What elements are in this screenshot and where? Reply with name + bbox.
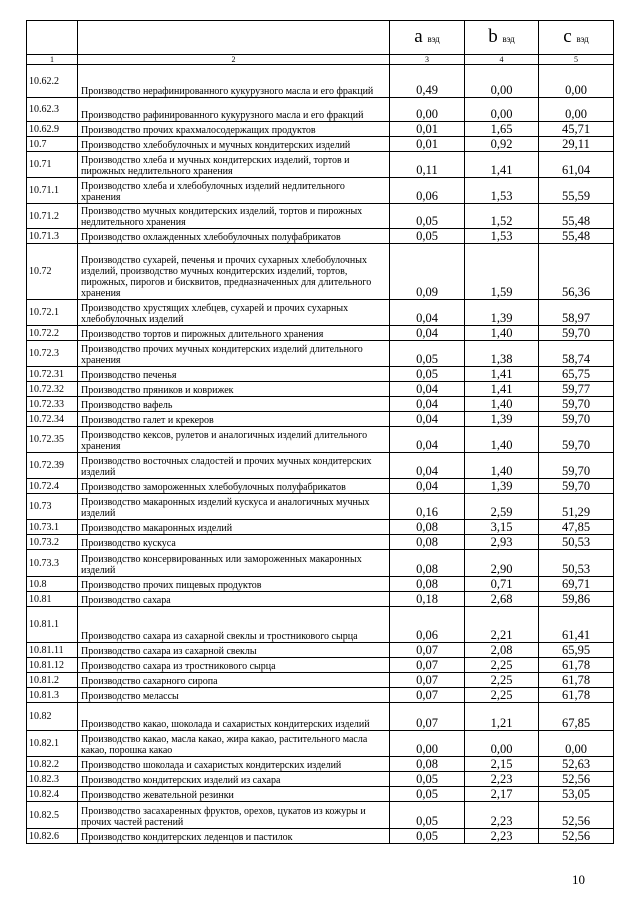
row-value-b: 1,40	[465, 453, 539, 479]
row-name: Производство пряников и коврижек	[78, 382, 390, 397]
row-name: Производство шоколада и сахаристых кондитерских изделий	[78, 757, 390, 772]
row-name: Производство макаронных изделий кускуса и аналогичных мучных изделий	[78, 494, 390, 520]
row-value-b: 2,25	[465, 658, 539, 673]
row-code: 10.82.6	[27, 829, 78, 844]
table-row	[27, 520, 614, 535]
row-value-b: 2,23	[465, 772, 539, 787]
row-value-c: 59,70	[539, 412, 614, 427]
column-number-row	[27, 55, 614, 65]
row-value-b: 0,00	[465, 65, 539, 98]
table-row	[27, 688, 614, 703]
row-value-b: 1,52	[465, 204, 539, 229]
row-value-c: 0,00	[539, 98, 614, 122]
row-value-c: 55,48	[539, 229, 614, 244]
row-value-c: 55,48	[539, 204, 614, 229]
row-value-c: 59,70	[539, 326, 614, 341]
row-value-a: 0,07	[390, 688, 465, 703]
row-value-b: 0,92	[465, 137, 539, 152]
row-name: Производство прочих мучных кондитерских изделий длительного хранения	[78, 341, 390, 367]
row-value-a: 0,04	[390, 453, 465, 479]
row-value-a: 0,05	[390, 229, 465, 244]
row-value-b: 2,25	[465, 673, 539, 688]
header-c-subscript: вэд	[576, 33, 589, 44]
row-value-c: 69,71	[539, 577, 614, 592]
table-row	[27, 607, 614, 643]
row-value-c: 0,00	[539, 731, 614, 757]
table-row	[27, 829, 614, 844]
row-code: 10.71.1	[27, 178, 78, 204]
row-value-c: 50,53	[539, 550, 614, 577]
header-a-subscript: вэд	[427, 33, 440, 44]
row-value-c: 47,85	[539, 520, 614, 535]
row-value-a: 0,07	[390, 673, 465, 688]
row-name: Производство кексов, рулетов и аналогичных изделий длительного хранения	[78, 427, 390, 453]
row-value-b: 1,39	[465, 479, 539, 494]
table-row	[27, 341, 614, 367]
row-code: 10.82.3	[27, 772, 78, 787]
table-row	[27, 802, 614, 829]
row-code: 10.7	[27, 137, 78, 152]
row-value-b: 1,41	[465, 367, 539, 382]
row-name: Производство кускуса	[78, 535, 390, 550]
row-value-a: 0,04	[390, 397, 465, 412]
row-code: 10.72.4	[27, 479, 78, 494]
row-value-c: 61,41	[539, 607, 614, 643]
row-value-a: 0,06	[390, 178, 465, 204]
table-row	[27, 658, 614, 673]
row-code: 10.73.3	[27, 550, 78, 577]
row-code: 10.8	[27, 577, 78, 592]
row-code: 10.62.9	[27, 122, 78, 137]
row-name: Производство сухарей, печенья и прочих сухарных хлебобулочных изделий, производство мучных кондитерских изделий, тортов, пирожных, пирогов и бисквитов, предназначенных для длительного хранения	[78, 244, 390, 300]
header-c-cell	[539, 21, 614, 55]
header-b-cell	[465, 21, 539, 55]
row-value-b: 0,71	[465, 577, 539, 592]
row-value-b: 2,15	[465, 757, 539, 772]
row-value-a: 0,04	[390, 382, 465, 397]
table-row	[27, 137, 614, 152]
table-row	[27, 757, 614, 772]
table-row	[27, 550, 614, 577]
row-value-c: 50,53	[539, 535, 614, 550]
page-number: 10	[572, 872, 585, 887]
row-value-a: 0,05	[390, 341, 465, 367]
row-value-c: 59,86	[539, 592, 614, 607]
row-code: 10.72.33	[27, 397, 78, 412]
row-code: 10.62.2	[27, 65, 78, 98]
row-value-a: 0,08	[390, 577, 465, 592]
row-value-c: 29,11	[539, 137, 614, 152]
row-name: Производство консервированных или замороженных макаронных изделий	[78, 550, 390, 577]
row-value-c: 67,85	[539, 703, 614, 731]
row-value-b: 2,25	[465, 688, 539, 703]
row-value-c: 51,29	[539, 494, 614, 520]
row-value-b: 1,53	[465, 178, 539, 204]
row-value-a: 0,05	[390, 772, 465, 787]
row-value-a: 0,08	[390, 550, 465, 577]
row-value-a: 0,07	[390, 643, 465, 658]
row-name: Производство мелассы	[78, 688, 390, 703]
row-value-a: 0,16	[390, 494, 465, 520]
row-value-a: 0,01	[390, 137, 465, 152]
table-row	[27, 787, 614, 802]
row-code: 10.72.3	[27, 341, 78, 367]
row-code: 10.72.31	[27, 367, 78, 382]
row-value-a: 0,04	[390, 412, 465, 427]
table-row	[27, 673, 614, 688]
table-row	[27, 300, 614, 326]
table-row	[27, 479, 614, 494]
row-value-b: 0,00	[465, 731, 539, 757]
row-value-b: 2,23	[465, 802, 539, 829]
header-b-letter: b	[488, 25, 498, 47]
row-value-a: 0,05	[390, 787, 465, 802]
row-name: Производство вафель	[78, 397, 390, 412]
row-name: Производство сахара из сахарной свеклы	[78, 643, 390, 658]
row-name: Производство хрустящих хлебцев, сухарей и прочих сухарных хлебобулочных изделий	[78, 300, 390, 326]
column-number: 4	[465, 55, 539, 65]
table-row	[27, 535, 614, 550]
row-value-c: 52,63	[539, 757, 614, 772]
row-value-b: 1,38	[465, 341, 539, 367]
row-value-b: 1,39	[465, 412, 539, 427]
row-value-a: 0,04	[390, 427, 465, 453]
row-code: 10.72.32	[27, 382, 78, 397]
row-value-c: 65,95	[539, 643, 614, 658]
row-name: Производство галет и крекеров	[78, 412, 390, 427]
table-row	[27, 427, 614, 453]
header-c-letter: c	[563, 25, 572, 47]
row-value-a: 0,08	[390, 535, 465, 550]
row-name: Производство макаронных изделий	[78, 520, 390, 535]
row-value-a: 0,05	[390, 802, 465, 829]
row-name: Производство мучных кондитерских изделий, тортов и пирожных недлительного хранения	[78, 204, 390, 229]
row-value-b: 1,40	[465, 326, 539, 341]
row-code: 10.81.11	[27, 643, 78, 658]
row-name: Производство восточных сладостей и прочих мучных кондитерских изделий	[78, 453, 390, 479]
table-row	[27, 367, 614, 382]
row-value-c: 61,78	[539, 688, 614, 703]
coefficients-table	[26, 20, 614, 844]
row-value-c: 0,00	[539, 65, 614, 98]
row-code: 10.71	[27, 152, 78, 178]
row-value-a: 0,09	[390, 244, 465, 300]
header-a-letter: a	[414, 25, 423, 47]
row-value-c: 52,56	[539, 772, 614, 787]
table-row	[27, 204, 614, 229]
row-name: Производство тортов и пирожных длительного хранения	[78, 326, 390, 341]
row-name: Производство печенья	[78, 367, 390, 382]
row-name: Производство сахара из сахарной свеклы и тростникового сырца	[78, 607, 390, 643]
header-a-cell	[390, 21, 465, 55]
row-value-b: 2,21	[465, 607, 539, 643]
row-name: Производство какао, шоколада и сахаристых кондитерских изделий	[78, 703, 390, 731]
row-value-b: 2,90	[465, 550, 539, 577]
row-value-a: 0,05	[390, 829, 465, 844]
row-value-a: 0,00	[390, 98, 465, 122]
row-code: 10.82.4	[27, 787, 78, 802]
row-value-a: 0,00	[390, 731, 465, 757]
row-code: 10.73.1	[27, 520, 78, 535]
row-value-c: 45,71	[539, 122, 614, 137]
row-value-c: 61,78	[539, 673, 614, 688]
row-code: 10.62.3	[27, 98, 78, 122]
row-name: Производство нерафинированного кукурузного масла и его фракций	[78, 65, 390, 98]
row-code: 10.72	[27, 244, 78, 300]
row-value-c: 58,74	[539, 341, 614, 367]
row-code: 10.81.3	[27, 688, 78, 703]
row-name: Производство прочих пищевых продуктов	[78, 577, 390, 592]
table-row	[27, 326, 614, 341]
table-row	[27, 412, 614, 427]
table-row	[27, 178, 614, 204]
row-value-c: 59,70	[539, 453, 614, 479]
row-code: 10.81.2	[27, 673, 78, 688]
table-row	[27, 122, 614, 137]
row-value-b: 1,40	[465, 427, 539, 453]
row-value-a: 0,05	[390, 367, 465, 382]
row-name: Производство хлеба и хлебобулочных изделий недлительного хранения	[78, 178, 390, 204]
row-value-a: 0,07	[390, 658, 465, 673]
table-row	[27, 772, 614, 787]
row-value-a: 0,06	[390, 607, 465, 643]
row-value-c: 65,75	[539, 367, 614, 382]
row-name: Производство сахара из тростникового сырца	[78, 658, 390, 673]
row-code: 10.82.2	[27, 757, 78, 772]
row-code: 10.82.5	[27, 802, 78, 829]
row-value-c: 59,70	[539, 397, 614, 412]
row-value-b: 1,59	[465, 244, 539, 300]
table-row	[27, 703, 614, 731]
row-value-c: 59,70	[539, 479, 614, 494]
column-number: 1	[27, 55, 78, 65]
row-name: Производство сахара	[78, 592, 390, 607]
table-row	[27, 65, 614, 98]
table-row	[27, 643, 614, 658]
row-value-c: 59,70	[539, 427, 614, 453]
row-code: 10.81	[27, 592, 78, 607]
row-value-a: 0,05	[390, 204, 465, 229]
row-code: 10.72.1	[27, 300, 78, 326]
column-number: 2	[78, 55, 390, 65]
row-value-b: 2,17	[465, 787, 539, 802]
row-code: 10.81.12	[27, 658, 78, 673]
column-number: 5	[539, 55, 614, 65]
row-code: 10.71.2	[27, 204, 78, 229]
row-name: Производство замороженных хлебобулочных полуфабрикатов	[78, 479, 390, 494]
row-value-b: 2,59	[465, 494, 539, 520]
table-row	[27, 382, 614, 397]
row-value-c: 58,97	[539, 300, 614, 326]
table-row	[27, 592, 614, 607]
row-value-b: 1,40	[465, 397, 539, 412]
row-value-c: 53,05	[539, 787, 614, 802]
row-value-b: 2,23	[465, 829, 539, 844]
row-name: Производство прочих крахмалосодержащих продуктов	[78, 122, 390, 137]
table-row	[27, 577, 614, 592]
table-row	[27, 494, 614, 520]
header-b-subscript: вэд	[502, 33, 515, 44]
row-value-a: 0,04	[390, 300, 465, 326]
row-value-c: 52,56	[539, 802, 614, 829]
row-name: Производство хлебобулочных и мучных кондитерских изделий	[78, 137, 390, 152]
row-value-b: 1,65	[465, 122, 539, 137]
row-name: Производство сахарного сиропа	[78, 673, 390, 688]
row-code: 10.71.3	[27, 229, 78, 244]
row-value-a: 0,49	[390, 65, 465, 98]
row-value-a: 0,04	[390, 326, 465, 341]
row-value-c: 61,04	[539, 152, 614, 178]
row-code: 10.73	[27, 494, 78, 520]
row-value-c: 61,78	[539, 658, 614, 673]
row-code: 10.72.35	[27, 427, 78, 453]
row-code: 10.82	[27, 703, 78, 731]
row-name: Производство охлажденных хлебобулочных полуфабрикатов	[78, 229, 390, 244]
row-code: 10.72.2	[27, 326, 78, 341]
table-row	[27, 98, 614, 122]
row-value-a: 0,11	[390, 152, 465, 178]
row-value-c: 59,77	[539, 382, 614, 397]
header-code-cell	[27, 21, 78, 55]
row-name: Производство хлеба и мучных кондитерских изделий, тортов и пирожных недлительного хранения	[78, 152, 390, 178]
row-name: Производство какао, масла какао, жира какао, растительного масла какао, порошка какао	[78, 731, 390, 757]
row-value-a: 0,01	[390, 122, 465, 137]
row-value-b: 2,08	[465, 643, 539, 658]
row-value-b: 2,93	[465, 535, 539, 550]
row-name: Производство кондитерских леденцов и пастилок	[78, 829, 390, 844]
row-value-b: 1,53	[465, 229, 539, 244]
row-name: Производство рафинированного кукурузного масла и его фракций	[78, 98, 390, 122]
row-value-a: 0,08	[390, 757, 465, 772]
row-value-c: 52,56	[539, 829, 614, 844]
row-value-c: 56,36	[539, 244, 614, 300]
column-number: 3	[390, 55, 465, 65]
header-name-cell	[78, 21, 390, 55]
row-value-b: 0,00	[465, 98, 539, 122]
table-row	[27, 152, 614, 178]
table-row	[27, 397, 614, 412]
row-value-a: 0,18	[390, 592, 465, 607]
row-name: Производство кондитерских изделий из сахара	[78, 772, 390, 787]
row-value-b: 1,21	[465, 703, 539, 731]
row-value-a: 0,04	[390, 479, 465, 494]
table-row	[27, 229, 614, 244]
table-row	[27, 453, 614, 479]
header-row	[27, 21, 614, 55]
row-value-b: 3,15	[465, 520, 539, 535]
row-value-c: 55,59	[539, 178, 614, 204]
table-row	[27, 244, 614, 300]
row-value-b: 1,41	[465, 382, 539, 397]
row-value-b: 1,41	[465, 152, 539, 178]
row-code: 10.72.39	[27, 453, 78, 479]
row-name: Производство засахаренных фруктов, орехов, цукатов из кожуры и прочих частей растений	[78, 802, 390, 829]
row-name: Производство жевательной резинки	[78, 787, 390, 802]
row-code: 10.82.1	[27, 731, 78, 757]
row-value-b: 2,68	[465, 592, 539, 607]
row-value-b: 1,39	[465, 300, 539, 326]
row-code: 10.81.1	[27, 607, 78, 643]
row-code: 10.73.2	[27, 535, 78, 550]
row-code: 10.72.34	[27, 412, 78, 427]
row-value-a: 0,08	[390, 520, 465, 535]
row-value-a: 0,07	[390, 703, 465, 731]
table-row	[27, 731, 614, 757]
